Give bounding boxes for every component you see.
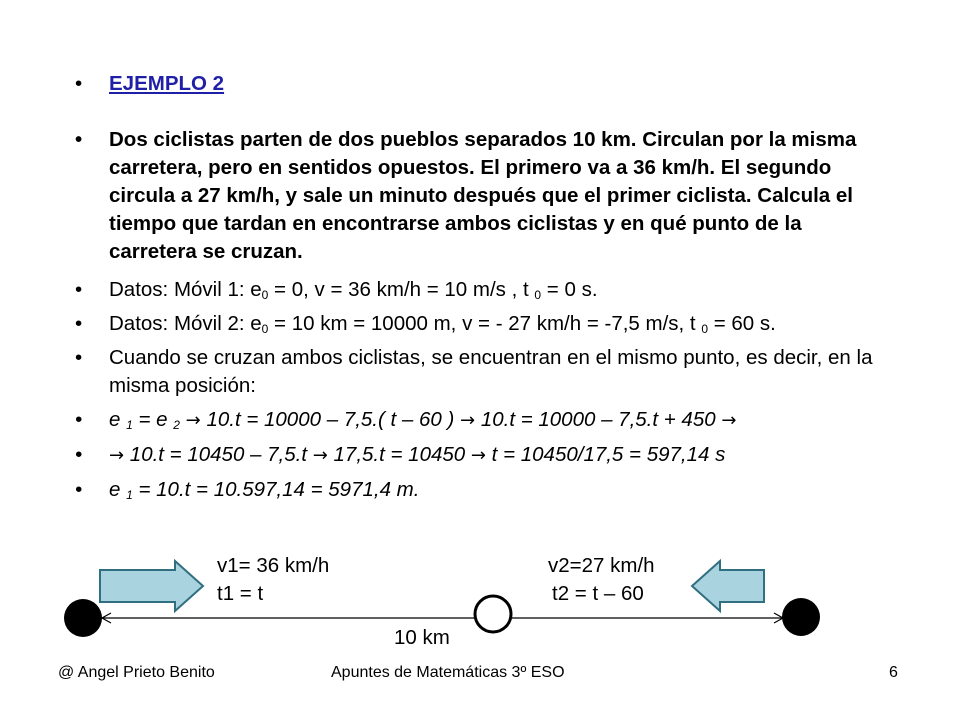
equation-3: • e $_1$ = 10.t = 10.597,14 = 5971,4 m. (75, 476, 895, 504)
cyclist-1-speed: v1= 36 km/h (217, 554, 330, 577)
arrow-right-icon: → (312, 445, 328, 466)
footer-course: Apuntes de Matemáticas 3º ESO (331, 664, 565, 681)
arrow-right-icon: → (470, 445, 486, 466)
arrow-left-block-icon (692, 561, 764, 611)
meeting-point-circle (475, 596, 511, 632)
distance-label: 10 km (394, 626, 450, 649)
datos-movil-2: • Datos: Móvil 2: $e_0 = 10$ km = 10000 m, v = - 27 km/h = -7,5 m/s, t $_0$ = 60 s. (75, 310, 895, 338)
distance-line (102, 613, 783, 623)
cyclist-2-time: t2 = t – 60 (552, 582, 644, 605)
datos-movil-1: • Datos: Móvil 1: $e_0 = 0$, v = 36 km/h = 10 m/s , t $_0$ = 0 s. (75, 276, 895, 304)
arrow-right-icon: → (721, 410, 737, 431)
slide-heading: EJEMPLO 2 (109, 72, 225, 95)
arrow-right-block-icon (100, 561, 203, 611)
equation-2: • → 10.t = 10450 – 7,5.t → 17,5.t = 10450 → t = 10450/17,5 = 597,14 s (75, 441, 895, 470)
arrow-right-icon: → (109, 445, 125, 466)
cruce-explanation: • Cuando se cruzan ambos ciclistas, se encuentran en el mismo punto, es decir, en la misma posición: (75, 344, 895, 400)
town-1-dot (64, 599, 102, 637)
cyclist-1-time: t1 = t (217, 582, 264, 605)
footer-author: @ Angel Prieto Benito (58, 664, 215, 681)
footer-page-number: 6 (889, 664, 898, 681)
problem-text: Dos ciclistas parten de dos pueblos separados 10 km. Circulan por la misma carretera, pero en sentidos opuestos. El primero va a 36 km/h. El segundo circula a 27 km/h, y sale un minuto después que el primer ciclista. Calcula el tiempo que tardan en encontrarse ambos ciclistas y en qué punto de la carretera se cruzan. (109, 128, 857, 263)
equation-1: • e $_1$ = e $_2$ → 10.t = 10000 – 7,5.( t – 60 ) → 10.t = 10000 – 7,5.t + 450 → (75, 406, 895, 435)
arrow-right-icon: → (185, 410, 201, 431)
town-2-dot (782, 598, 820, 636)
arrow-right-icon: → (460, 410, 476, 431)
cyclist-2-speed: v2=27 km/h (548, 554, 655, 577)
